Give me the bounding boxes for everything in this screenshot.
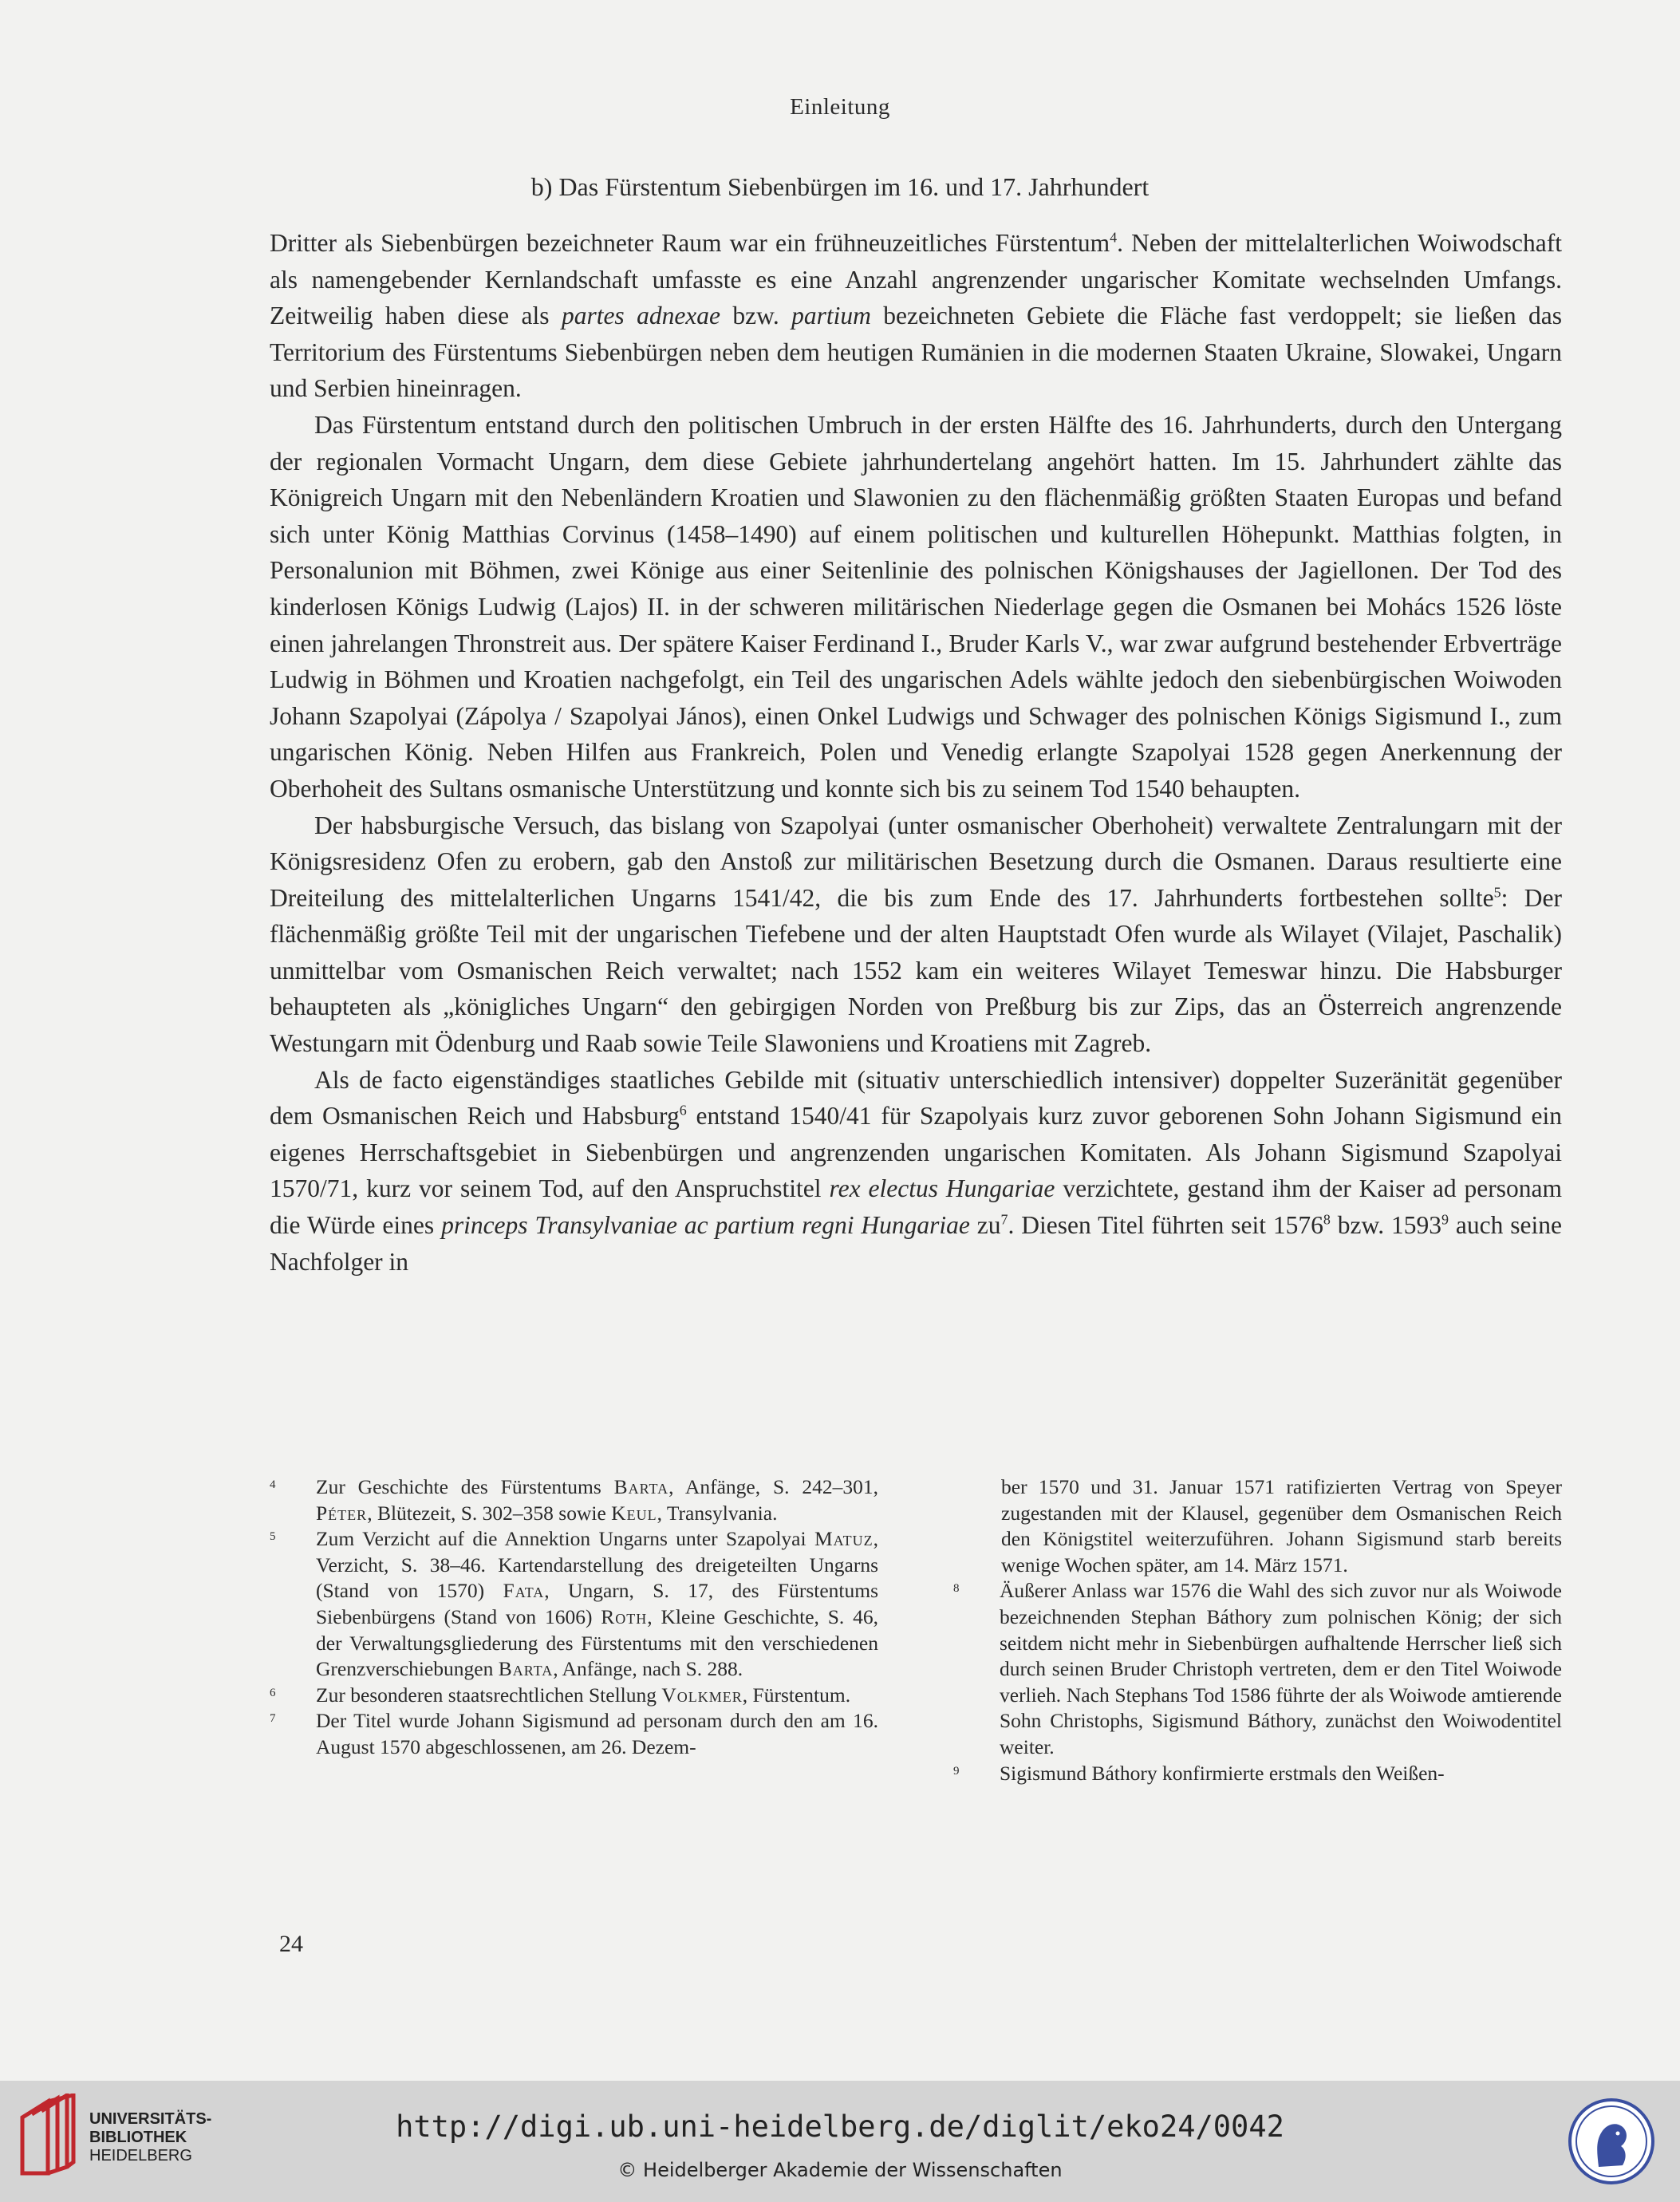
footnote-number: 7 — [270, 1712, 276, 1726]
paragraph-1: Dritter als Siebenbürgen bezeichneter Raum war ein frühneuzeitliches Fürstentum$^4$. Neben der mittelalterlichen Woiwodschaft als namengebender Kernlandschaft umfasste es eine Anzahl angrenzender ungarischer Komitate wechselnden Umfangs. Zeitweilig haben diese als partes adnexae bzw. partium bezeichneten Gebiete die Fläche fast verdoppelt; sie ließen das Territorium des Fürstentums Siebenbürgen neben dem heutigen Rumänien in die modernen Staaten Ukraine, Slowakei, Ungarn und Serbien hineinragen. — [270, 229, 1563, 403]
footnote-ref-8[interactable]: 8 — [1323, 1211, 1331, 1228]
footnotes-right-column — [953, 1474, 1562, 1786]
library-name: UNIVERSITÄTS- BIBLIOTHEK HEIDELBERG — [89, 2109, 212, 2165]
footer-bar — [0, 2081, 1680, 2202]
permalink-url[interactable]: http://digi.ub.uni-heidelberg.de/diglit/eko24/0042 — [396, 2109, 1284, 2144]
footnote-ref-4[interactable]: 4 — [1110, 229, 1118, 246]
section-heading: b) Das Fürstentum Siebenbürgen im 16. und 17. Jahrhundert — [530, 172, 1150, 201]
heidelberg-academy-seal-icon[interactable] — [1567, 2097, 1656, 2186]
footnote-number: 5 — [270, 1530, 276, 1544]
footnote-ref-5[interactable]: 5 — [1493, 884, 1501, 901]
footnote-number: 9 — [953, 1764, 960, 1778]
footnote-number: 8 — [953, 1582, 960, 1596]
page-number: 24 — [279, 1931, 303, 1957]
footnote-5: 5 Zum Verzicht auf die Annektion Ungarns unter Szapolyai Matuz, Verzicht, S. 38–46. Kartendarstellung des dreigeteilten Ungarns (Stand von 1570) Fata, Ungarn, S. 17, des Fürstentums Siebenbürgens (Stand von 1606) Roth, Kleine Geschichte, S. 46, der Verwaltungsgliederung des Fürstentums mit den verschiedenen Grenzverschiebungen Barta, Anfänge, nach S. 288. — [270, 1526, 878, 1683]
paragraph-2: Das Fürstentum entstand durch den politischen Umbruch in der ersten Hälfte des 16. Jahrhunderts, durch den Untergang der regionalen Vormacht Ungarn, dem diese Gebiete jahrhundertelang angehört hatten. Im 15. Jahrhundert zählte das Königreich Ungarn mit den Nebenländern Kroatien und Slawonien zu den flächenmäßig größten Staaten Europas und befand sich unter König Matthias Corvinus (1458–1490) auf einem politischen und kulturellen Höhepunkt. Matthias folgten, in Personalunion mit Böhmen, zwei Könige aus einer Seitenlinie des polnischen Königshauses der Jagiellonen. Der Tod des kinderlosen Königs Ludwig (Lajos) II. in der schweren militärischen Niederlage gegen die Osmanen bei Mohács 1526 löste einen jahrelangen Thronstreit aus. Der spätere Kaiser Ferdinand I., Bruder Karls V., war zwar aufgrund bestehender Erbverträge Ludwig in Böhmen und Kroatien nachgefolgt, ein Teil des ungarischen Adels wählte jedoch den siebenbürgischen Woiwoden Johann Szapolyai (Zápolya / Szapolyai János), einen Onkel Ludwigs und Schwager des polnischen Königs Sigismund I., zum ungarischen König. Neben Hilfen aus Frankreich, Polen und Venedig erlangte Szapolyai 1528 gegen Anerkennung der Oberhoheit des Sultans osmanische Unterstützung und konnte sich bis zu seinem Tod 1540 behaupten. — [270, 410, 1562, 803]
running-head: Einleitung — [790, 94, 890, 120]
paragraph-3: Der habsburgische Versuch, das bislang von Szapolyai (unter osmanischer Oberhoheit) verwaltete Zentralungarn mit der Königsresidenz Ofen zu erobern, gab den Anstoß zur militärischen Besetzung durch die Osmanen. Daraus resultierte eine Dreiteilung des mittelalterlichen Ungarns 1541/42, die bis zum Ende des 17. Jahrhunderts fortbestehen sollte$^5$: Der flächenmäßig größte Teil mit der ungarischen Tiefebene und der alten Hauptstadt Ofen wurde als Wilayet (Vilajet, Paschalik) unmittelbar vom Osmanischen Reich verwaltet; nach 1552 kam ein weiteres Wilayet Temeswar hinzu. Die Habsburger behaupteten als „königliches Ungarn“ den gebirgigen Norden von Preßburg bis zur Zips, das an Österreich angrenzende Westungarn mit Ödenburg und Raab sowie Teile Slawoniens und Kroatiens mit Zagreb. — [270, 811, 1562, 1058]
footnote-number: 4 — [270, 1478, 276, 1491]
footnotes-left-column — [270, 1474, 878, 1786]
footnote-9: 9 Sigismund Báthory konfirmierte erstmals den Weißen- — [953, 1761, 1562, 1787]
body-text — [270, 225, 1562, 1280]
footnote-ref-9[interactable]: 9 — [1441, 1211, 1449, 1228]
footnotes — [270, 1474, 1562, 1786]
footnote-7: 7 Der Titel wurde Johann Sigismund ad personam durch den am 16. August 1570 abgeschlossenen, am 26. Dezem- — [270, 1708, 878, 1760]
footnote-4: 4 Zur Geschichte des Fürstentums Barta, Anfänge, S. 242–301, Péter, Blütezeit, S. 302–358 sowie Keul, Transylvania. — [270, 1474, 878, 1526]
footnote-8: 8 Äußerer Anlass war 1576 die Wahl des sich zuvor nur als Woiwode bezeichnenden Stephan Báthory zum polnischen König; der sich seitdem nicht mehr in Siebenbürgen aufhaltende Herrscher ließ sich durch seinen Bruder Christoph vertreten, dem er den Titel Woiwode verlieh. Nach Stephans Tod 1586 führte der als Woiwode amtierende Sohn Christophs, Sigismund Báthory, zunächst den Woiwodentitel weiter. — [953, 1578, 1562, 1760]
paragraph-4: Als de facto eigenständiges staatliches Gebilde mit (situativ unterschiedlich intensiver) doppelter Suzeränität gegenüber dem Osmanischen Reich und Habsburg$^6$ entstand 1540/41 für Szapolyais kurz zuvor geborenen Sohn Johann Sigismund ein eigenes Herrschaftsgebiet in Siebenbürgen und angrenzenden ungarischen Komitaten. Als Johann Sigismund Szapolyai 1570/71, kurz vor seinem Tod, auf den Anspruchstitel rex electus Hungariae verzichtete, gestand ihm der Kaiser ad personam die Würde eines princeps Transylvaniae ac partium regni Hungariae $zu^7$. Diesen Titel führten seit 1576$^8$ bzw. 1593$^9$ auch seine Nachfolger in — [270, 1065, 1563, 1276]
footnote-ref-7[interactable]: 7 — [1000, 1211, 1008, 1228]
footnote-6: 6 Zur besonderen staatsrechtlichen Stellung Volkmer, Fürstentum. — [270, 1683, 878, 1709]
footnote-ref-6[interactable]: 6 — [679, 1102, 687, 1119]
copyright-notice: © Heidelberger Akademie der Wissenschaften — [617, 2159, 1063, 2181]
footnote-number: 6 — [270, 1686, 276, 1699]
footnote-7-continued: ber 1570 und 31. Januar 1571 ratifizierten Vertrag von Speyer zugestanden mit der Klausel, gegenüber dem Osmanischen Reich den Königstitel weiterzuführen. Johann Sigismund starb bereits wenige Wochen später, am 14. März 1571. — [1001, 1475, 1562, 1577]
